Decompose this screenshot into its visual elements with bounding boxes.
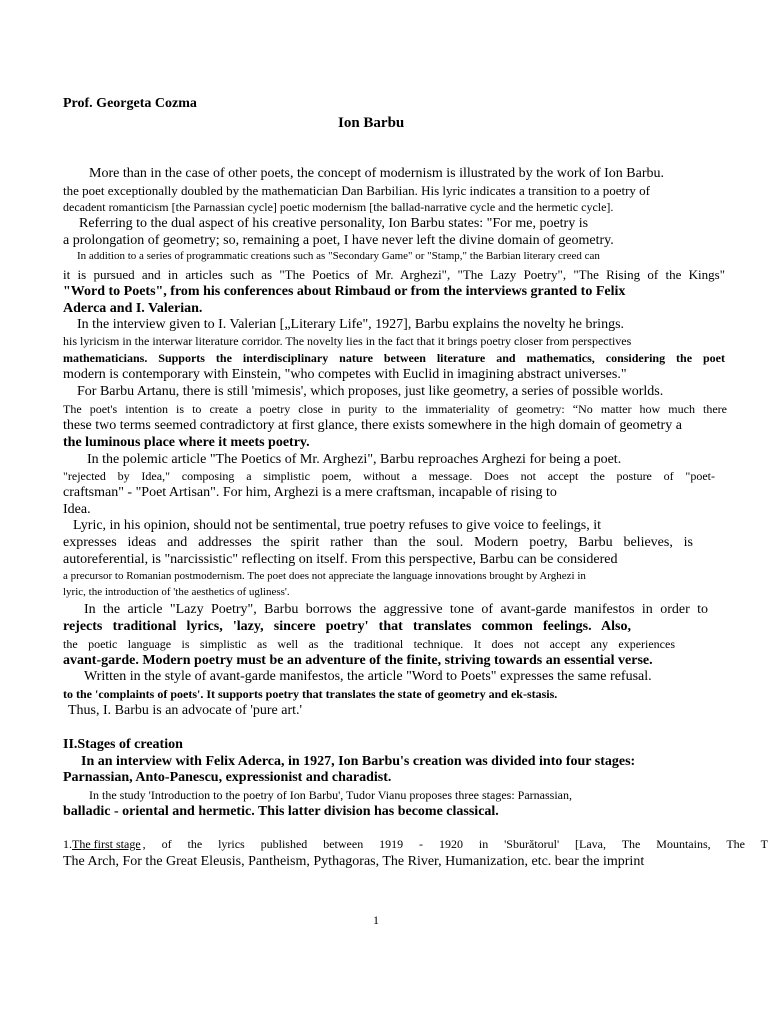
text-line: In the polemic article "The Poetics of Mr. Arghezi", Barbu reproaches Arghezi for being a poet.: [87, 452, 622, 467]
text-line: mathematicians. Supports the interdisciplinary nature between literature and mathematics, considering the poet: [63, 351, 725, 365]
text-line: In the interview given to I. Valerian [„Literary Life", 1927], Barbu explains the novelty he brings.: [77, 317, 625, 332]
page-author: Prof. Georgeta Cozma: [63, 96, 197, 111]
text-line: a precursor to Romanian postmodernism. The poet does not appreciate the language innovations brought by Arghezi in: [63, 570, 586, 582]
text-line: Thus, I. Barbu is an advocate of 'pure art.': [68, 703, 303, 718]
text-line: More than in the case of other poets, the concept of modernism is illustrated by the work of Ion Barbu.: [89, 166, 665, 181]
text-line: Idea.: [63, 502, 91, 517]
text-fragment: , of the lyrics published between 1919 - 1920 in 'Sburătorul' [Lava, The Mountains, The T: [142, 837, 768, 851]
text-line-stage-one: [63, 838, 768, 850]
text-line: the poet exceptionally doubled by the mathematician Dan Barbilian. His lyric indicates a transition to a poetry of: [63, 183, 650, 198]
text-line: avant-garde. Modern poetry must be an adventure of the finite, striving towards an essential verse.: [63, 653, 653, 668]
text-line: Aderca and I. Valerian.: [63, 301, 203, 316]
text-line: craftsman" - "Poet Artisan". For him, Arghezi is a mere craftsman, incapable of rising to: [63, 485, 557, 500]
text-line: decadent romanticism [the Parnassian cycle] poetic modernism [the ballad-narrative cycle and the hermetic cycle].: [63, 200, 614, 214]
text-line: The poet's intention is to create a poetry close in purity to the immateriality of geometry: “No matter how much there: [63, 402, 727, 416]
text-line: Parnassian, Anto-Panescu, expressionist and charadist.: [63, 770, 392, 785]
text-line: the luminous place where it meets poetry.: [63, 435, 310, 450]
text-line: Lyric, in his opinion, should not be sentimental, true poetry refuses to give voice to feelings, it: [73, 518, 602, 533]
text-line: expresses ideas and addresses the spirit rather than the soul. Modern poetry, Barbu believes, is: [63, 535, 693, 550]
text-line: In the article "Lazy Poetry", Barbu borrows the aggressive tone of avant-garde manifestos in order to: [84, 602, 708, 617]
text-line: Referring to the dual aspect of his creative personality, Ion Barbu states: "For me, poetry is: [79, 216, 589, 231]
text-line: In addition to a series of programmatic creations such as "Secondary Game" or "Stamp," the Barbian literary creed can: [77, 250, 600, 262]
text-line: it is pursued and in articles such as "The Poetics of Mr. Arghezi", "The Lazy Poetry", "The Rising of the Kings": [63, 267, 725, 282]
text-line: "rejected by Idea," composing a simplistic poem, without a message. Does not accept the posture of "poet-: [63, 469, 715, 483]
text-line: autoreferential, is "narcissistic" reflecting on itself. From this perspective, Barbu can be considered: [63, 552, 618, 567]
text-line: his lyricism in the interwar literature corridor. The novelty lies in the fact that it brings poetry closer from perspectives: [63, 334, 632, 348]
text-line: "Word to Poets", from his conferences about Rimbaud or from the interviews granted to Felix: [63, 284, 626, 299]
text-line: For Barbu Artanu, there is still 'mimesis', which proposes, just like geometry, a series of possible worlds.: [77, 384, 664, 399]
list-number: 1.: [63, 837, 72, 851]
first-stage-phrase: The first stage: [72, 837, 141, 851]
page-number: 1: [373, 913, 379, 927]
text-line: The Arch, For the Great Eleusis, Pantheism, Pythagoras, The River, Humanization, etc. bear the imprint: [63, 854, 645, 869]
text-line: In the study 'Introduction to the poetry of Ion Barbu', Tudor Vianu proposes three stages: Parnassian,: [89, 788, 572, 802]
text-line: rejects traditional lyrics, 'lazy, sincere poetry' that translates common feelings. Also,: [63, 619, 631, 634]
text-line: balladic - oriental and hermetic. This latter division has become classical.: [63, 804, 499, 819]
text-line: these two terms seemed contradictory at first glance, there exists somewhere in the high domain of geometry a: [63, 418, 682, 433]
section-heading: II.Stages of creation: [63, 737, 183, 752]
text-line: Written in the style of avant-garde manifestos, the article "Word to Poets" expresses the same refusal.: [84, 669, 652, 684]
text-line: lyric, the introduction of 'the aesthetics of ugliness'.: [63, 586, 290, 598]
text-line: modern is contemporary with Einstein, "who competes with Euclid in imagining abstract universes.": [63, 367, 627, 382]
text-line: a prolongation of geometry; so, remaining a poet, I have never left the divine domain of geometry.: [63, 233, 614, 248]
text-line: the poetic language is simplistic as well as the traditional technique. It does not accept any experiences: [63, 637, 675, 651]
text-line: In an interview with Felix Aderca, in 1927, Ion Barbu's creation was divided into four stages:: [81, 754, 636, 769]
page-title: Ion Barbu: [338, 115, 405, 131]
text-line: to the 'complaints of poets'. It supports poetry that translates the state of geometry and ek-stasis.: [63, 687, 558, 701]
